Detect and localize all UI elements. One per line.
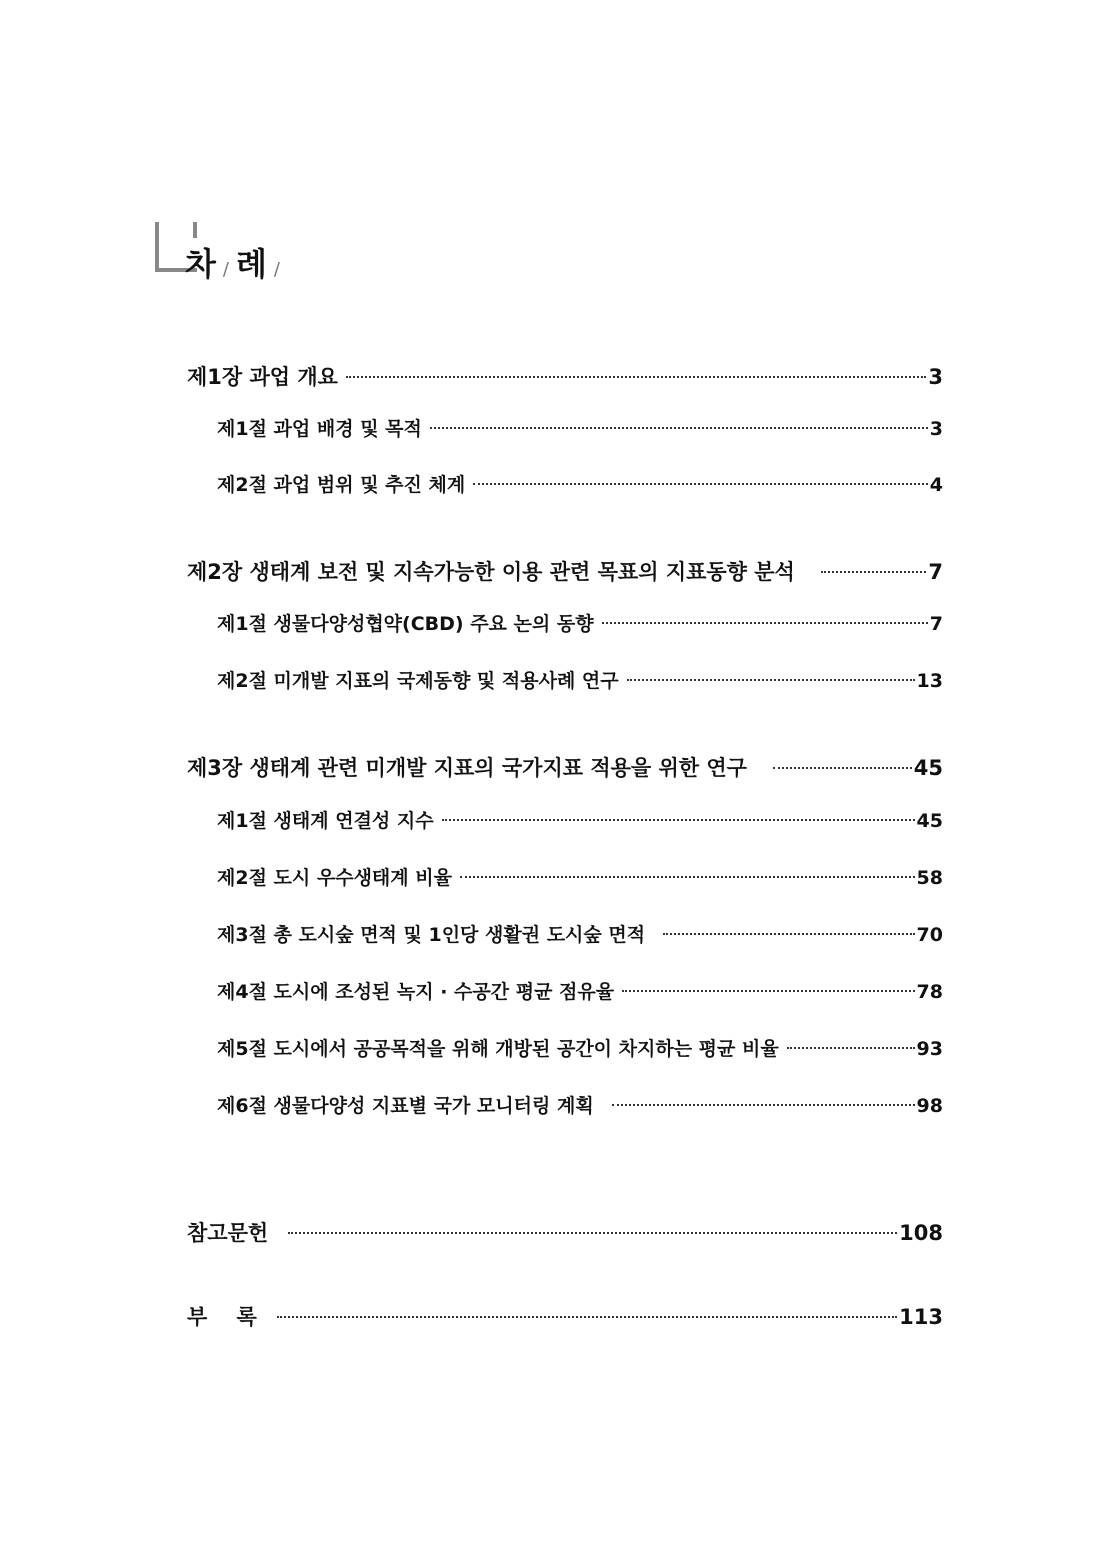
toc-entry-label: 제4절 도시에 조성된 녹지 · 수공간 평균 점유율 (217, 981, 615, 1003)
toc-entry-section-2-1[interactable] (187, 609, 943, 639)
toc-entry-page: 7 (929, 613, 943, 635)
toc-entry-label: 부 록 (187, 1305, 257, 1329)
dot-leader (277, 1315, 897, 1318)
dot-leader (430, 426, 928, 429)
toc-entry-page: 3 (928, 365, 943, 389)
toc-entry-section-3-3[interactable] (187, 920, 943, 950)
toc-entry-section-3-6[interactable] (187, 1091, 943, 1121)
toc-entry-label: 참고문헌 (187, 1221, 269, 1245)
dot-leader (787, 1046, 915, 1049)
toc-entry-label: 제1절 과업 배경 및 목적 (217, 418, 422, 440)
dot-leader (473, 482, 928, 485)
toc-entry-section-3-5[interactable] (187, 1034, 943, 1064)
dot-leader (442, 818, 915, 821)
corner-bracket-tick (193, 222, 197, 238)
dot-leader (773, 766, 912, 769)
toc-entry-page: 3 (929, 418, 943, 440)
toc-entry-section-2-2[interactable] (187, 666, 943, 696)
dot-leader (602, 621, 928, 624)
toc-entry-page: 58 (916, 867, 943, 889)
toc-entry-label: 제2절 과업 범위 및 추진 체계 (217, 474, 466, 496)
toc-entry-label: 제2절 미개발 지표의 국제동향 및 적용사례 연구 (217, 670, 619, 692)
toc-entry-label: 제2장 생태계 보전 및 지속가능한 이용 관련 목표의 지표동향 분석 (187, 560, 795, 584)
page-title (185, 244, 287, 290)
dot-leader (821, 570, 927, 573)
toc-entry-label: 제3장 생태계 관련 미개발 지표의 국가지표 적용을 위한 연구 (187, 756, 747, 780)
dot-leader (627, 678, 915, 681)
dot-leader (622, 989, 914, 992)
toc-entry-section-1-1[interactable] (187, 414, 943, 444)
toc-entry-page: 7 (928, 560, 943, 584)
toc-entry-label: 제5절 도시에서 공공목적을 위해 개방된 공간이 차지하는 평균 비율 (217, 1038, 779, 1060)
title-slash-1: / (222, 259, 230, 280)
toc-entry-page: 113 (899, 1305, 943, 1329)
toc-entry-label: 제6절 생물다양성 지표별 국가 모니터링 계획 (217, 1095, 594, 1117)
toc-entry-page: 4 (929, 474, 943, 496)
toc-entry-label: 제2절 도시 우수생태계 비율 (217, 867, 452, 889)
toc-entry-page: 45 (916, 810, 943, 832)
dot-leader (346, 375, 926, 378)
toc-entry-section-3-4[interactable] (187, 977, 943, 1007)
dot-leader (288, 1231, 897, 1234)
dot-leader (663, 932, 914, 935)
toc-entry-page: 93 (916, 1038, 943, 1060)
toc-entry-page: 78 (916, 981, 943, 1003)
toc-entry-references[interactable] (187, 1218, 943, 1248)
toc-entry-label: 제1절 생물다양성협약(CBD) 주요 논의 동향 (217, 613, 594, 635)
toc-entry-page: 98 (916, 1095, 943, 1117)
toc-entry-section-3-2[interactable] (187, 863, 943, 893)
toc-entry-section-3-1[interactable] (187, 806, 943, 836)
toc-entry-chapter-1[interactable] (187, 362, 943, 392)
toc-entry-chapter-3[interactable] (187, 753, 943, 783)
title-char-2: 례 (236, 245, 268, 283)
toc-entry-section-1-2[interactable] (187, 470, 943, 500)
toc-entry-label: 제3절 총 도시숲 면적 및 1인당 생활권 도시숲 면적 (217, 924, 646, 946)
toc-entry-page: 70 (916, 924, 943, 946)
dot-leader (460, 875, 915, 878)
toc-entry-appendix[interactable] (187, 1302, 943, 1332)
title-slash-2: / (273, 259, 281, 280)
toc-entry-label: 제1절 생태계 연결성 지수 (217, 810, 434, 832)
toc-entry-label: 제1장 과업 개요 (187, 365, 338, 389)
toc-heading (155, 222, 415, 292)
toc-entry-page: 108 (899, 1221, 943, 1245)
toc-entry-page: 13 (916, 670, 943, 692)
dot-leader (612, 1103, 915, 1106)
toc-entry-chapter-2[interactable] (187, 557, 943, 587)
title-char-1: 차 (185, 245, 217, 283)
toc-entry-page: 45 (913, 756, 943, 780)
